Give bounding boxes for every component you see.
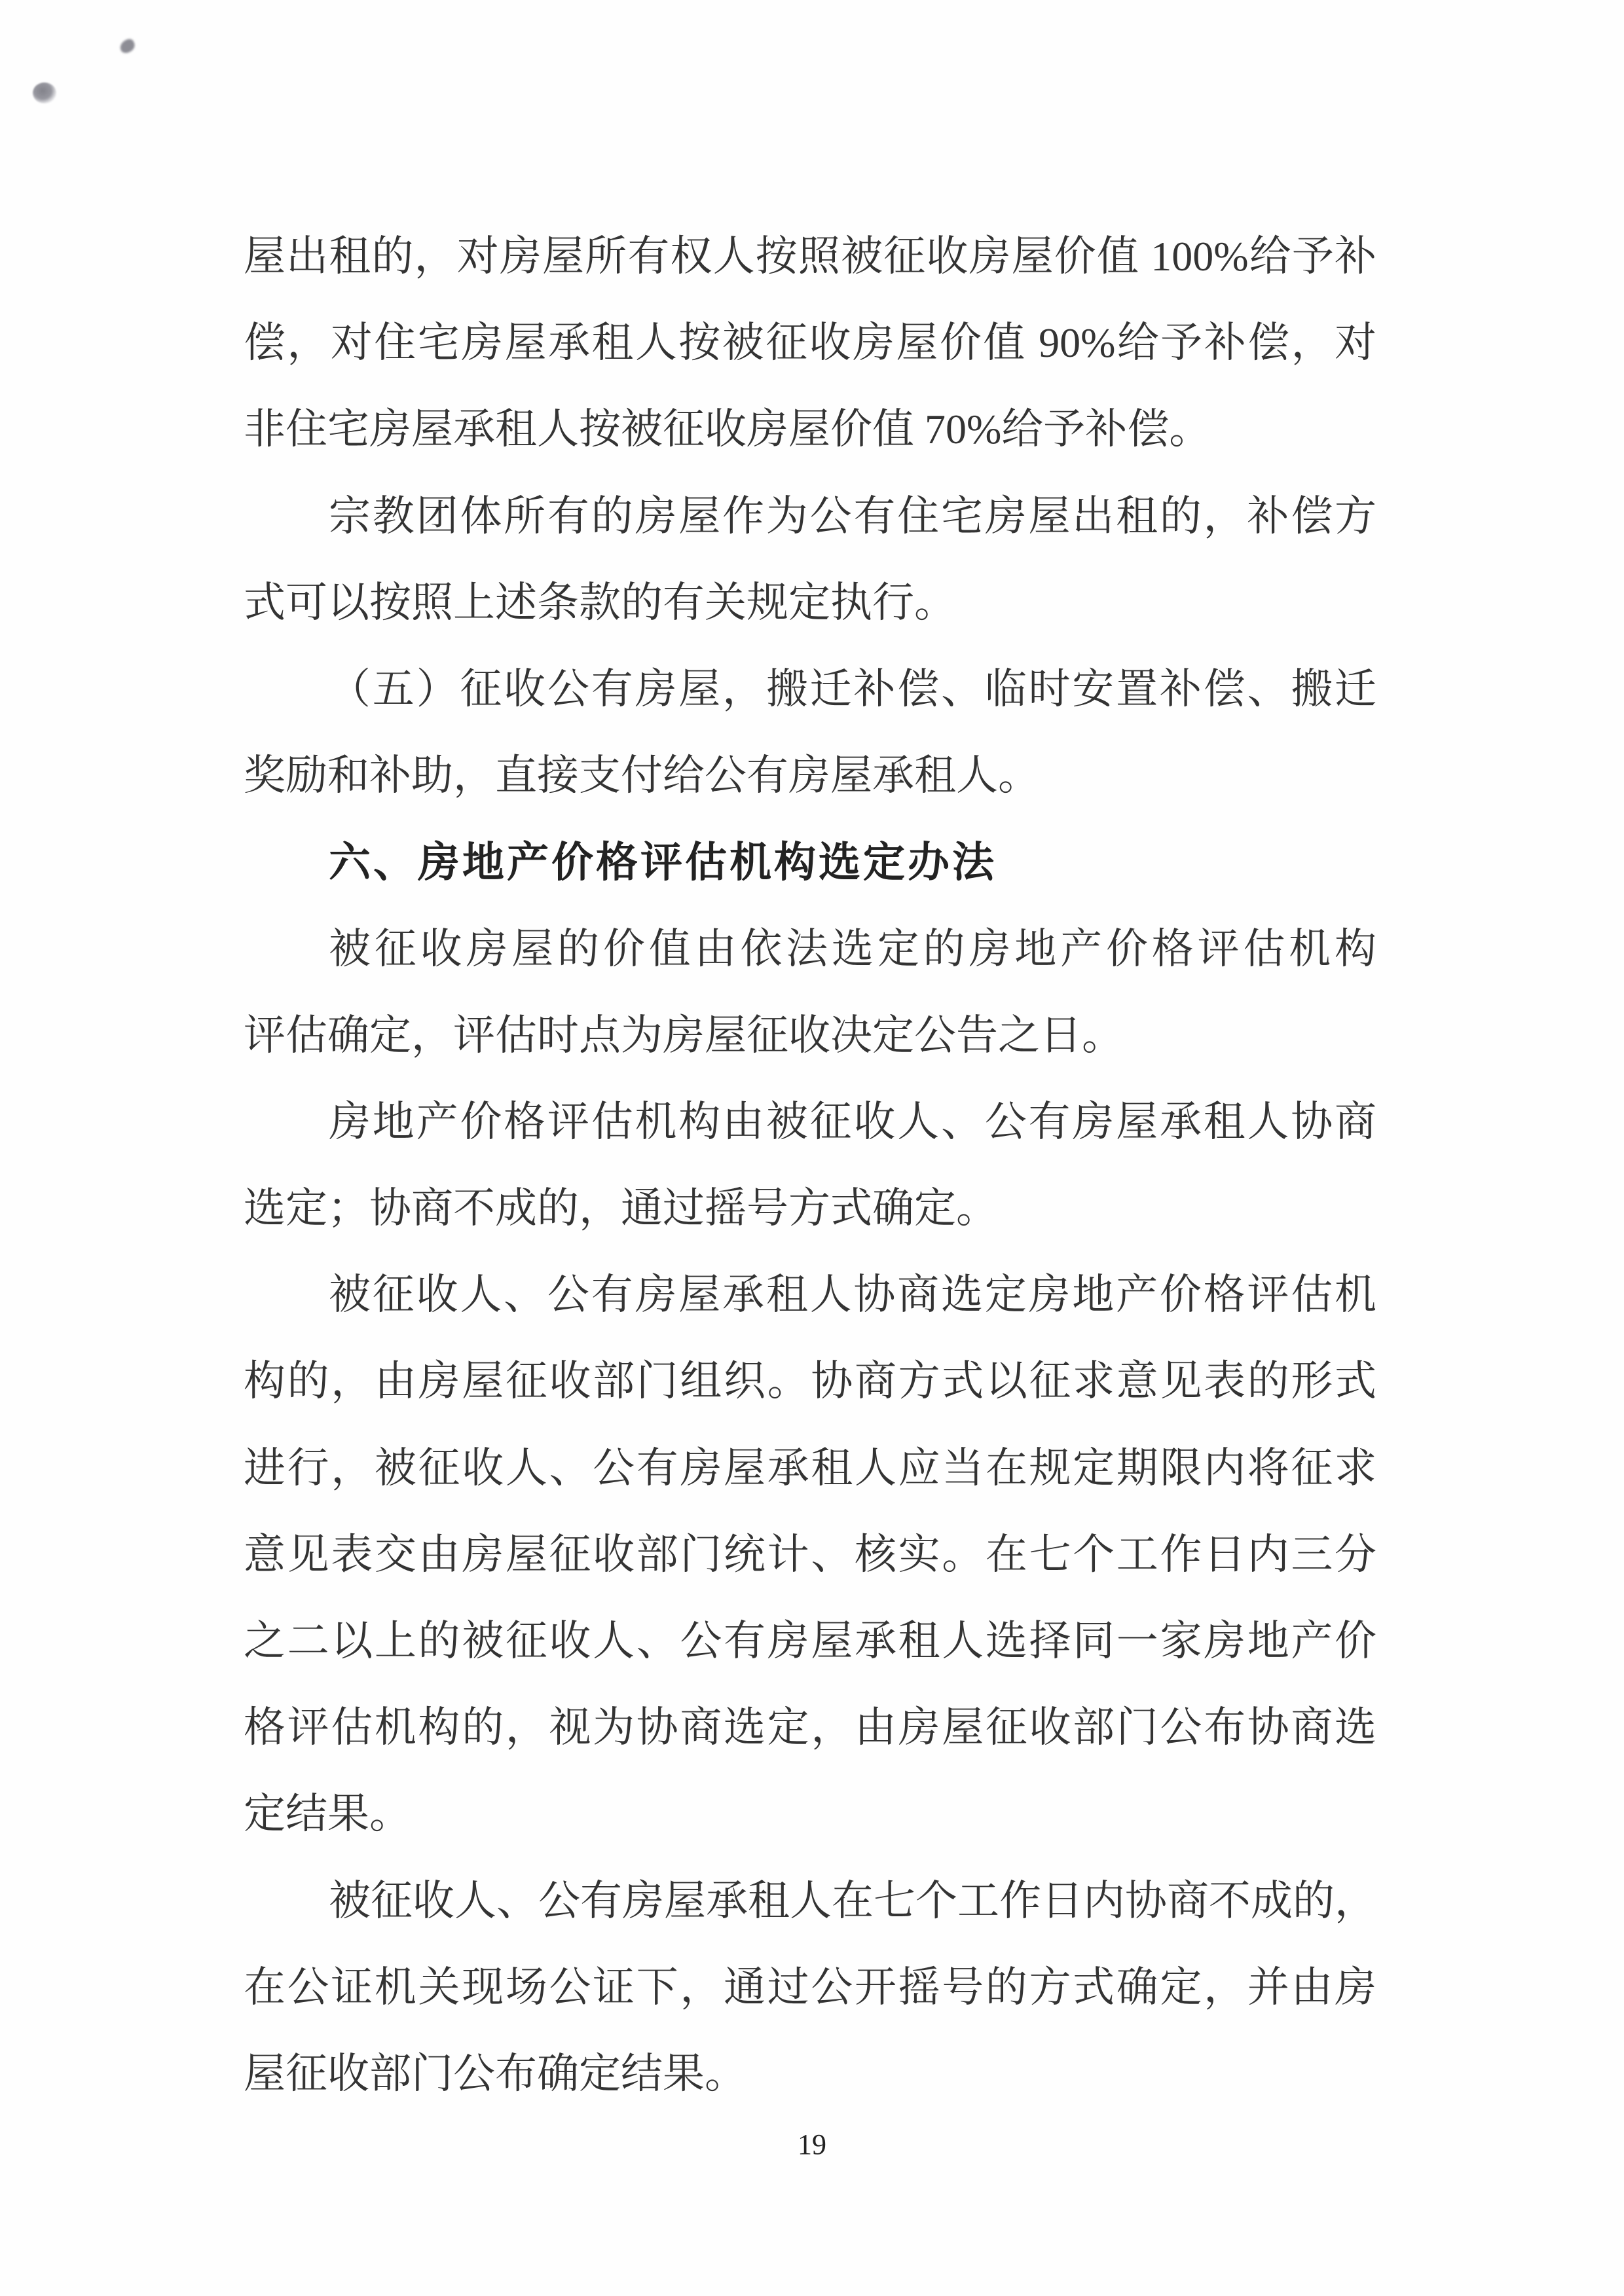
scan-speck bbox=[118, 37, 137, 55]
text-line: 宗教团体所有的房屋作为公有住宅房屋出租的，补偿方 bbox=[329, 492, 1376, 539]
section-heading: 六、房地产价格评估机构选定办法 bbox=[329, 839, 997, 886]
text-line: 屋征收部门公布确定结果。 bbox=[244, 2050, 747, 2097]
text-line: 格评估机构的，视为协商选定，由房屋征收部门公布协商选 bbox=[244, 1704, 1376, 1751]
text-line: 之二以上的被征收人、公有房屋承租人选择同一家房地产价 bbox=[244, 1618, 1376, 1664]
text-line: 构的，由房屋征收部门组织。协商方式以征求意见表的形式 bbox=[244, 1358, 1376, 1405]
text-line: 被征收房屋的价值由依法选定的房地产价格评估机构 bbox=[329, 925, 1376, 972]
document-body bbox=[244, 213, 1376, 2117]
text-line: 定结果。 bbox=[244, 1791, 411, 1838]
scan-speck bbox=[33, 82, 56, 103]
text-line: 奖励和补助，直接支付给公有房屋承租人。 bbox=[244, 752, 1040, 799]
text-line: 偿，对住宅房屋承租人按被征收房屋价值 90%给予补偿，对 bbox=[244, 319, 1376, 367]
text-line: 房地产价格评估机构由被征收人、公有房屋承租人协商 bbox=[329, 1098, 1376, 1145]
text-line: 选定；协商不成的，通过摇号方式确定。 bbox=[244, 1185, 998, 1232]
text-line: 评估确定，评估时点为房屋征收决定公告之日。 bbox=[244, 1011, 1124, 1059]
text-line: 屋出租的，对房屋所有权人按照被征收房屋价值 100%给予补 bbox=[244, 233, 1376, 280]
text-line: 式可以按照上述条款的有关规定执行。 bbox=[244, 579, 956, 626]
text-line: 在公证机关现场公证下，通过公开摇号的方式确定，并由房 bbox=[244, 1963, 1376, 2011]
text-line: （五）征收公有房屋，搬迁补偿、临时安置补偿、搬迁 bbox=[329, 665, 1376, 712]
page-number: 19 bbox=[798, 2128, 826, 2160]
text-line: 进行，被征收人、公有房屋承租人应当在规定期限内将征求 bbox=[244, 1444, 1376, 1491]
text-line: 被征收人、公有房屋承租人在七个工作日内协商不成的， bbox=[329, 1877, 1376, 1924]
text-line: 非住宅房屋承租人按被征收房屋价值 70%给予补偿。 bbox=[244, 406, 1211, 453]
text-line: 被征收人、公有房屋承租人协商选定房地产价格评估机 bbox=[329, 1271, 1376, 1319]
text-line: 意见表交由房屋征收部门统计、核实。在七个工作日内三分 bbox=[244, 1531, 1376, 1578]
